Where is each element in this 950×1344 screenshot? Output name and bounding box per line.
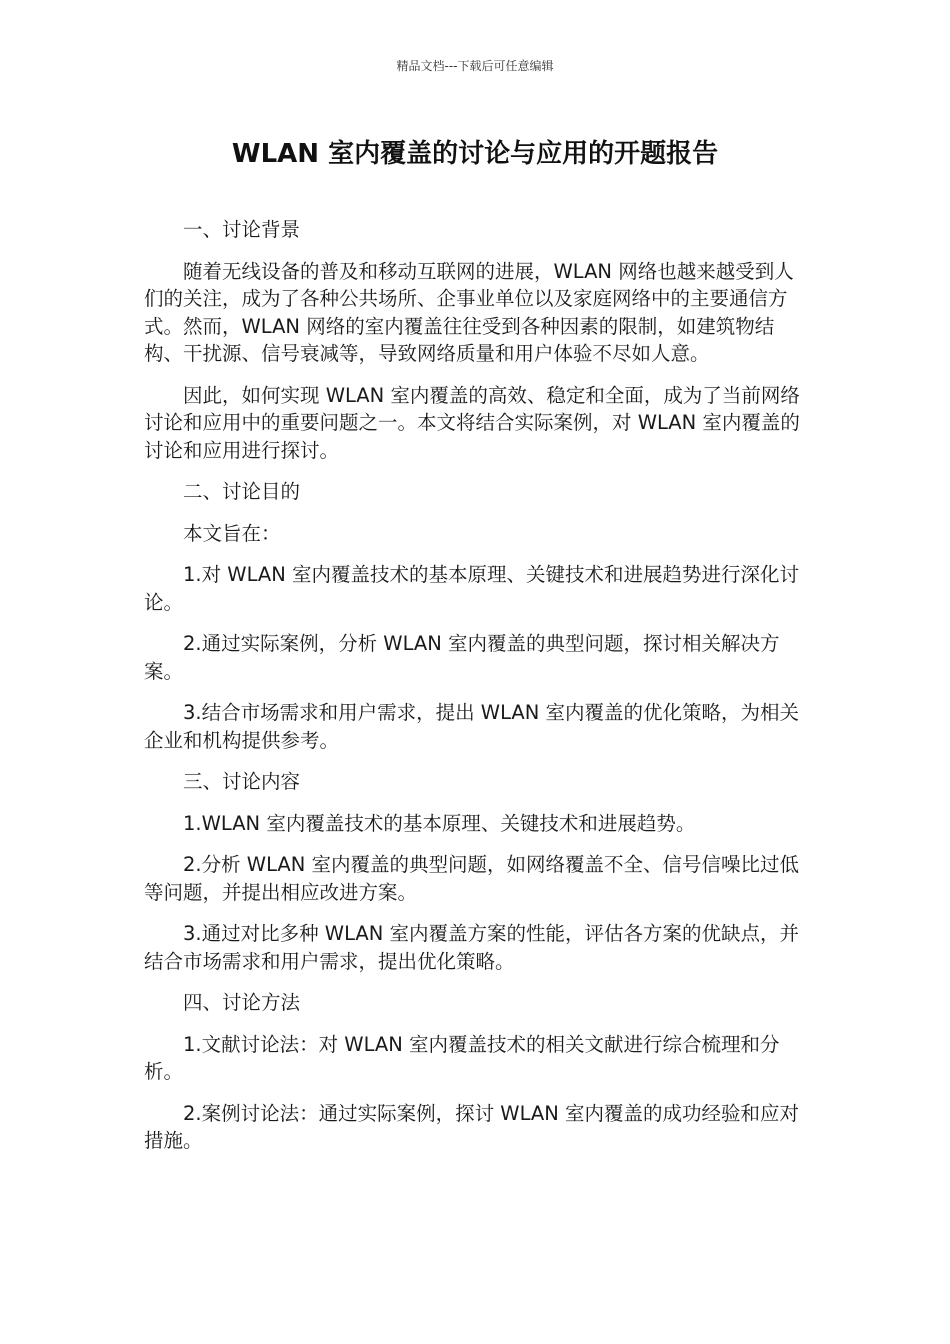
- paragraph-background-1: 随着无线设备的普及和移动互联网的进展，WLAN 网络也越来越受到人们的关注，成为了各种公共场所、企事业单位以及家庭网络中的主要通信方式。然而，WLAN 网络的室内覆盖往往受到各种因素的限制，如建筑物结构、干扰源、信号衰减等，导致网络质量和用户体验不尽如人意。: [144, 259, 794, 365]
- paragraph-background-2: 因此，如何实现 WLAN 室内覆盖的高效、稳定和全面，成为了当前网络讨论和应用中的重要问题之一。本文将结合实际案例，对 WLAN 室内覆盖的讨论和应用进行探讨。: [144, 383, 800, 462]
- paragraph-content-1: 1.WLAN 室内覆盖技术的基本原理、关键技术和进展趋势。: [183, 811, 696, 835]
- section-heading-purpose: 二、讨论目的: [183, 480, 301, 503]
- section-heading-method: 四、讨论方法: [183, 991, 301, 1014]
- header-note: 精品文档---下载后可任意编辑: [396, 59, 554, 73]
- document-title: WLAN 室内覆盖的讨论与应用的开题报告: [231, 139, 719, 169]
- paragraph-method-1: 1.文献讨论法：对 WLAN 室内覆盖技术的相关文献进行综合梳理和分析。: [144, 1032, 780, 1083]
- section-heading-content: 三、讨论内容: [183, 770, 301, 793]
- section-heading-background: 一、讨论背景: [183, 218, 301, 241]
- paragraph-method-2: 2.案例讨论法：通过实际案例，探讨 WLAN 室内覆盖的成功经验和应对措施。: [144, 1101, 800, 1152]
- document-body: [144, 216, 808, 1169]
- paragraph-content-2: 2.分析 WLAN 室内覆盖的典型问题，如网络覆盖不全、信号信噪比过低等问题，并提出相应改进方案。: [144, 853, 800, 904]
- paragraph-purpose-3: 3.结合市场需求和用户需求，提出 WLAN 室内覆盖的优化策略，为相关企业和机构提供参考。: [144, 701, 800, 752]
- paragraph-content-3: 3.通过对比多种 WLAN 室内覆盖方案的性能，评估各方案的优缺点，并结合市场需求和用户需求，提出优化策略。: [144, 922, 800, 973]
- paragraph-purpose-2: 2.通过实际案例，分析 WLAN 室内覆盖的典型问题，探讨相关解决方案。: [144, 632, 780, 683]
- paragraph-purpose-intro: 本文旨在：: [183, 521, 281, 545]
- paragraph-purpose-1: 1.对 WLAN 室内覆盖技术的基本原理、关键技术和进展趋势进行深化讨论。: [144, 563, 800, 614]
